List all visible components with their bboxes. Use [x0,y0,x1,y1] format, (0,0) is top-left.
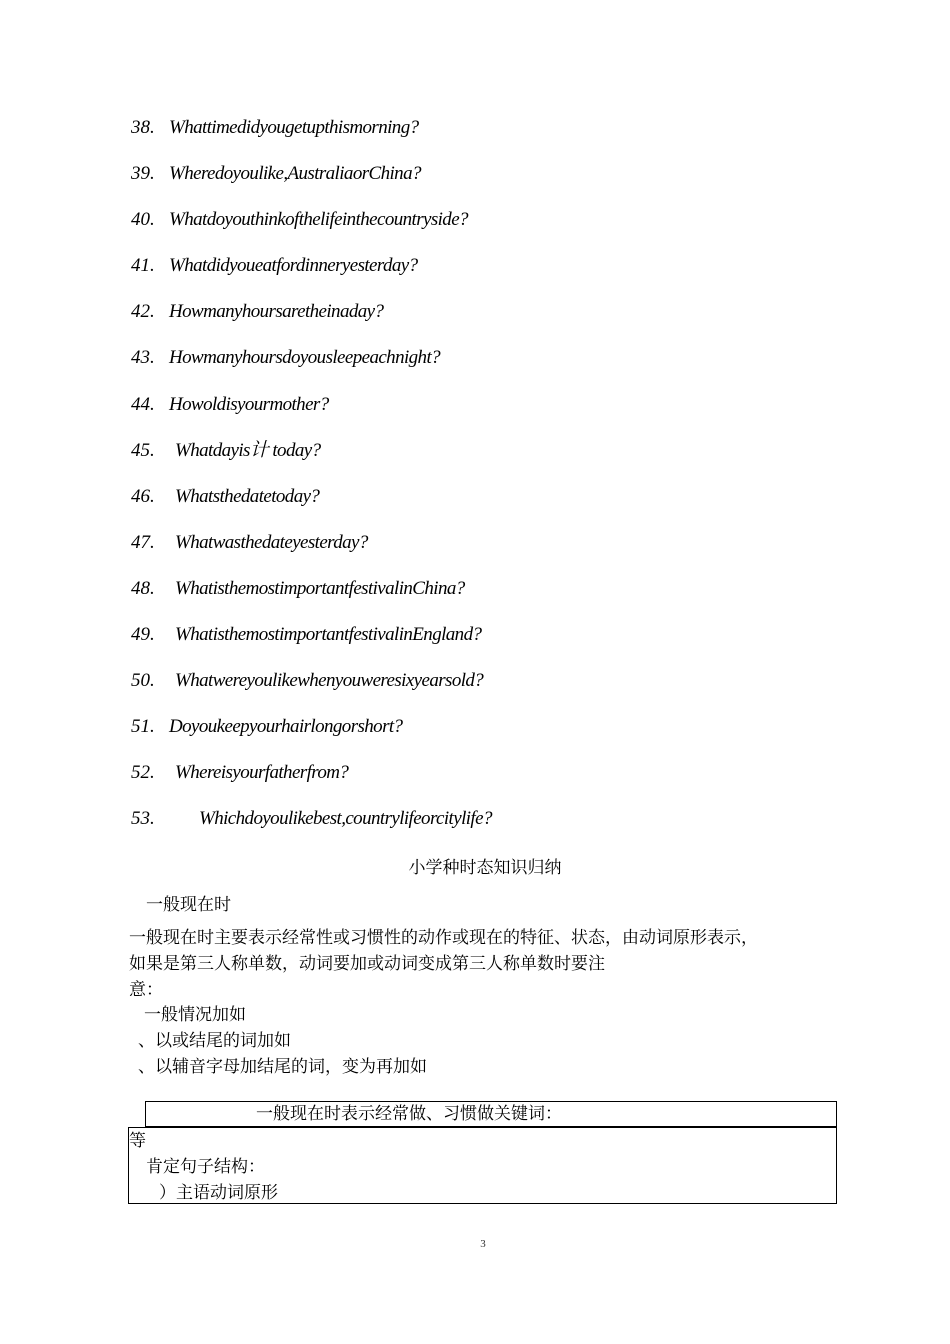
question-item [131,159,831,205]
question-number: 44. [131,393,155,415]
question-item [131,251,831,297]
question-number: 50. [131,670,155,692]
table-line: 肯定句子结构： [146,1157,265,1177]
question-number: 45. [131,439,155,461]
rule-item: 一般情况加如 [144,1005,246,1025]
rule-item: 、以或结尾的词加如 [138,1031,291,1051]
question-text: Howmanyhoursdoyousleepeachnight? [169,347,441,369]
question-number: 40. [131,209,155,231]
question-number: 41. [131,255,155,277]
question-list [131,113,831,851]
question-number: 42. [131,301,155,323]
question-number: 51. [131,716,155,738]
paragraph-line: 意： [129,980,163,1000]
section-subhead: 一般现在时 [146,895,231,915]
question-item [131,620,831,666]
question-text: WhatisthemostimportantfestivalinEngland? [175,624,482,646]
question-text: Howmanyhoursaretheinaday? [169,301,384,323]
question-item [131,528,831,574]
question-number: 52. [131,762,155,784]
question-item [131,205,831,251]
question-number: 53. [131,808,155,830]
question-text: Whatdoyouthinkofthelifeinthecountryside? [169,209,468,231]
question-number: 43. [131,347,155,369]
question-number: 48. [131,577,155,599]
paragraph-line: 如果是第三人称单数，动词要加或动词变成第三人称单数时要注 [129,954,605,974]
question-item [131,436,831,482]
question-text: Whichdoyoulikebest,countrylifeorcitylife? [199,808,492,830]
question-item [131,297,831,343]
question-item [131,574,831,620]
question-text: Howoldisyourmother? [169,393,329,415]
question-text: Whatwereyoulikewhenyouweresixyearsold? [175,670,484,692]
question-text: Whereisyourfatherfrom? [175,762,349,784]
question-number: 38. [131,117,155,138]
section-paragraph [129,925,839,1003]
question-item [131,712,831,758]
question-text: Whatdayis计 today? [175,439,321,461]
question-number: 49. [131,624,155,646]
question-text: Whattimedidyougetupthismorning? [169,117,419,138]
paragraph-line: 一般现在时主要表示经常性或习惯性的动作或现在的特征、状态，由动词原形表示， [129,928,758,948]
table-body-cell [128,1127,837,1204]
question-number: 46. [131,485,155,507]
question-number: 47. [131,531,155,553]
section-title: 小学种时态知识归纳 [408,858,562,878]
rule-item: 、以辅音字母加结尾的词，变为再加如 [138,1057,427,1077]
question-text: Whatdidyoueatfordinneryesterday? [169,255,418,277]
question-number: 39. [131,163,155,185]
question-text: Whatsthedatetoday? [175,485,320,507]
question-item [131,390,831,436]
question-item [131,666,831,712]
question-item [131,113,831,159]
table-line: ）主语动词原形 [159,1183,278,1203]
table-line: 等 [129,1131,146,1151]
table-header-text: 一般现在时表示经常做、习惯做关键词： [256,1104,562,1124]
question-item [131,804,831,850]
question-text: Whatwasthedateyesterday? [175,531,368,553]
question-item [131,343,831,389]
question-text: WhatisthemostimportantfestivalinChina? [175,577,465,599]
question-text: Wheredoyoulike,AustraliaorChina? [169,163,421,185]
page-number: 3 [480,1238,486,1250]
rule-list [132,1002,427,1080]
question-item [131,758,831,804]
table-header-cell [145,1101,837,1127]
question-item [131,482,831,528]
question-text: Doyoukeepyourhairlongorshort? [169,716,403,738]
